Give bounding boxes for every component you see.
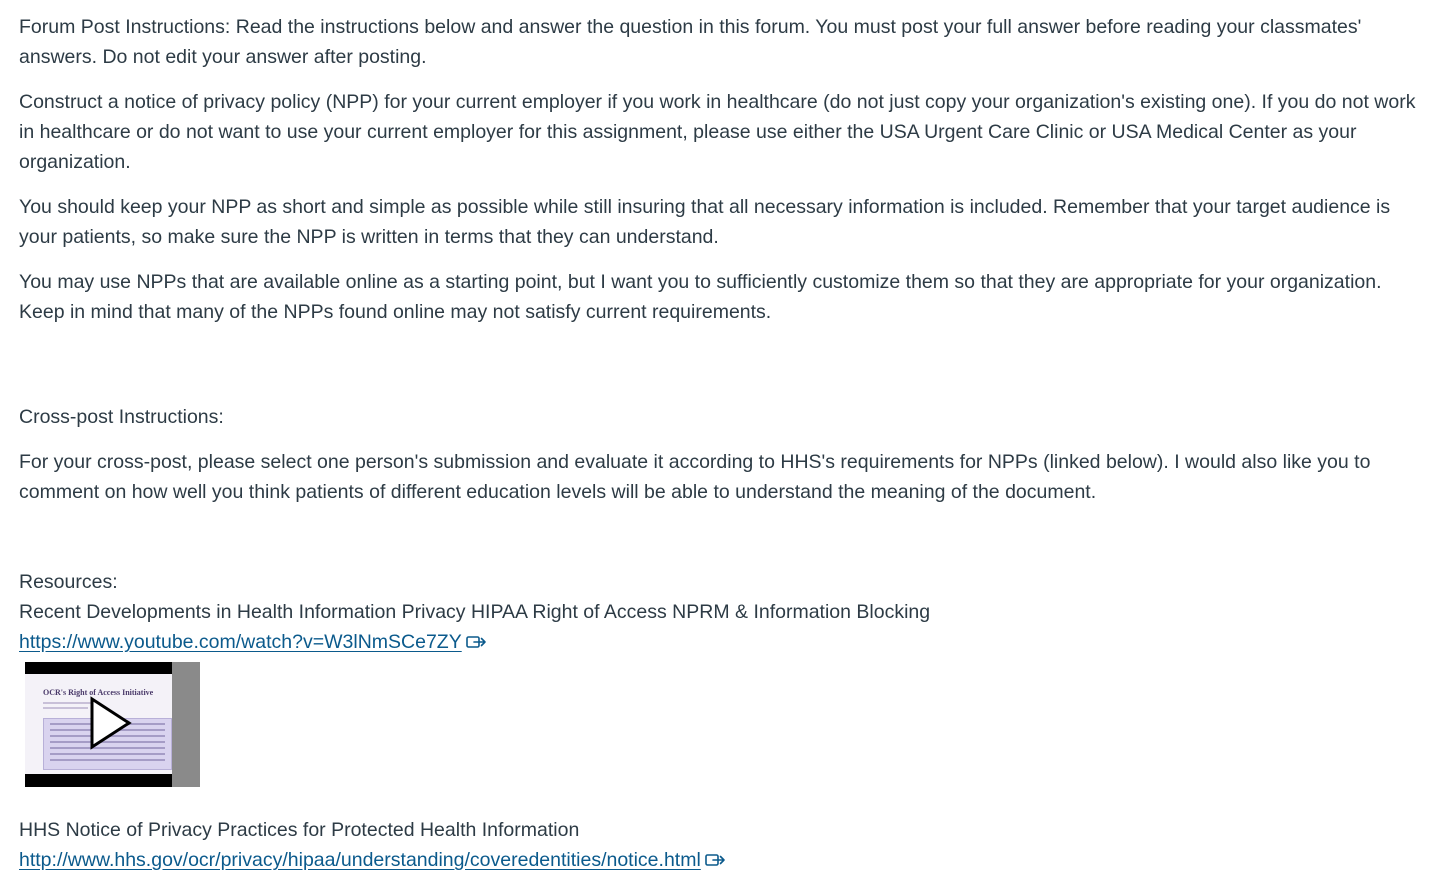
youtube-link[interactable]: https://www.youtube.com/watch?v=W3lNmSCe7ZY [19,631,462,653]
hhs-link[interactable]: http://www.hhs.gov/ocr/privacy/hipaa/understanding/coveredentities/notice.html [19,849,701,871]
play-icon[interactable] [89,696,133,750]
resources-heading: Resources: [19,571,118,593]
discussion-content [19,12,1424,875]
video-thumbnail[interactable] [25,662,200,787]
assignment-paragraph: Construct a notice of privacy policy (NPP) for your current employer if you work in healthcare (do not just copy your organization's existing one). If you do not work in healthcare or do not want to use your current employer for this assignment, please use either the USA Urgent Care Clinic or USA Medical Center as your organization. [19,91,1416,173]
external-link-icon [705,853,727,867]
resource-link-row [19,845,1424,875]
online-npp-paragraph: You may use NPPs that are available online as a starting point, but I want you to sufficiently customize them so that they are appropriate for your organization. Keep in mind that many of the NPPs found online may not satisfy current requirements. [19,271,1382,323]
video-slide-title: OCR's Right of Access Initiative [43,688,154,697]
video-edge [172,662,200,787]
forum-instructions-paragraph: Forum Post Instructions: Read the instructions below and answer the question in this forum. You must post your full answer before reading your classmates' answers. Do not edit your answer after posting. [19,16,1362,68]
resource-title-hhs: HHS Notice of Privacy Practices for Protected Health Information [19,819,580,841]
resource-link-row [19,627,1424,657]
guidance-paragraph: You should keep your NPP as short and simple as possible while still insuring that all necessary information is included. Remember that your target audience is your patients, so make sure the NPP is written in terms that they can understand. [19,196,1391,248]
resource-title-video: Recent Developments in Health Information Privacy HIPAA Right of Access NPRM & Information Blocking [19,601,931,623]
external-link-icon [466,635,488,649]
crosspost-heading: Cross-post Instructions: [19,406,224,428]
crosspost-paragraph: For your cross-post, please select one person's submission and evaluate it according to HHS's requirements for NPPs (linked below). I would also like you to comment on how well you think patients of different education levels will be able to understand the meaning of the document. [19,451,1371,503]
spacer [19,342,1424,402]
spacer [19,522,1424,567]
spacer [19,787,1424,815]
